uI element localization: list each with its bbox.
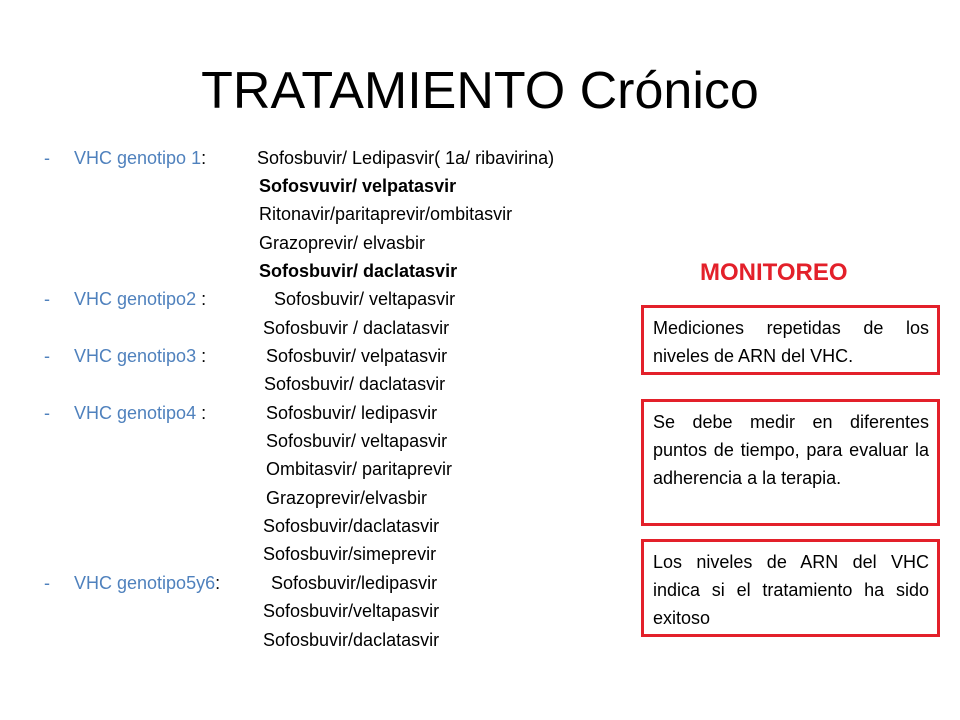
genotype-name: VHC genotipo4 (74, 403, 197, 423)
regimen: Sofosvuvir/ velpatasvir (259, 176, 457, 196)
genotype-colon: : (196, 346, 207, 366)
genotype-label (74, 342, 206, 370)
genotype-name: VHC genotipo2 (74, 289, 197, 309)
regimen: Sofosbuvir/ledipasvir (271, 573, 438, 593)
regimen: Sofosbuvir/ ledipasvir (266, 403, 438, 423)
regimen: Sofosbuvir/simeprevir (263, 544, 437, 564)
monitoreo-heading: MONITOREO (700, 259, 848, 286)
regimen: Grazoprevir/ elvasbir (259, 233, 426, 253)
genotype-name: VHC genotipo 1 (74, 148, 202, 168)
regimen: Sofosbuvir/ veltapasvir (274, 289, 456, 309)
genotype-label (74, 144, 206, 172)
slide-title: TRATAMIENTO Crónico (201, 62, 759, 120)
regimen: Grazoprevir/elvasbir (266, 488, 428, 508)
bullet-dash: - (44, 148, 50, 168)
regimen: Sofosbuvir/veltapasvir (263, 601, 440, 621)
regimen: Sofosbuvir/daclatasvir (263, 516, 440, 536)
genotype-colon: : (196, 403, 207, 423)
regimen: Ombitasvir/ paritaprevir (266, 459, 453, 479)
monitoreo-box: Los niveles de ARN del VHC indica si el tratamiento ha sido exitoso (641, 539, 940, 637)
monitoreo-box: Se debe medir en diferentes puntos de tiempo, para evaluar la adherencia a la terapia. (641, 399, 940, 526)
genotype-name: VHC genotipo5y6 (74, 573, 216, 593)
genotype-name: VHC genotipo3 (74, 346, 197, 366)
regimen: Sofosbuvir/ daclatasvir (264, 374, 446, 394)
regimen: Ritonavir/paritaprevir/ombitasvir (259, 204, 513, 224)
bullet-dash: - (44, 289, 50, 309)
regimen: Sofosbuvir/ Ledipasvir( 1a/ ribavirina) (257, 148, 555, 168)
genotype-colon: : (196, 289, 207, 309)
bullet-dash: - (44, 573, 50, 593)
regimen: Sofosbuvir/ veltapasvir (266, 431, 448, 451)
genotype-label (74, 399, 206, 427)
regimen: Sofosbuvir/ daclatasvir (259, 261, 458, 281)
genotype-label (74, 285, 206, 313)
bullet-dash: - (44, 346, 50, 366)
genotype-colon: : (201, 148, 207, 168)
regimen: Sofosbuvir/ velpatasvir (266, 346, 448, 366)
bullet-dash: - (44, 403, 50, 423)
genotype-label (74, 569, 220, 597)
genotype-colon: : (215, 573, 221, 593)
regimen: Sofosbuvir / daclatasvir (263, 318, 450, 338)
regimen: Sofosbuvir/daclatasvir (263, 630, 440, 650)
monitoreo-box: Mediciones repetidas de los niveles de ARN del VHC. (641, 305, 940, 375)
